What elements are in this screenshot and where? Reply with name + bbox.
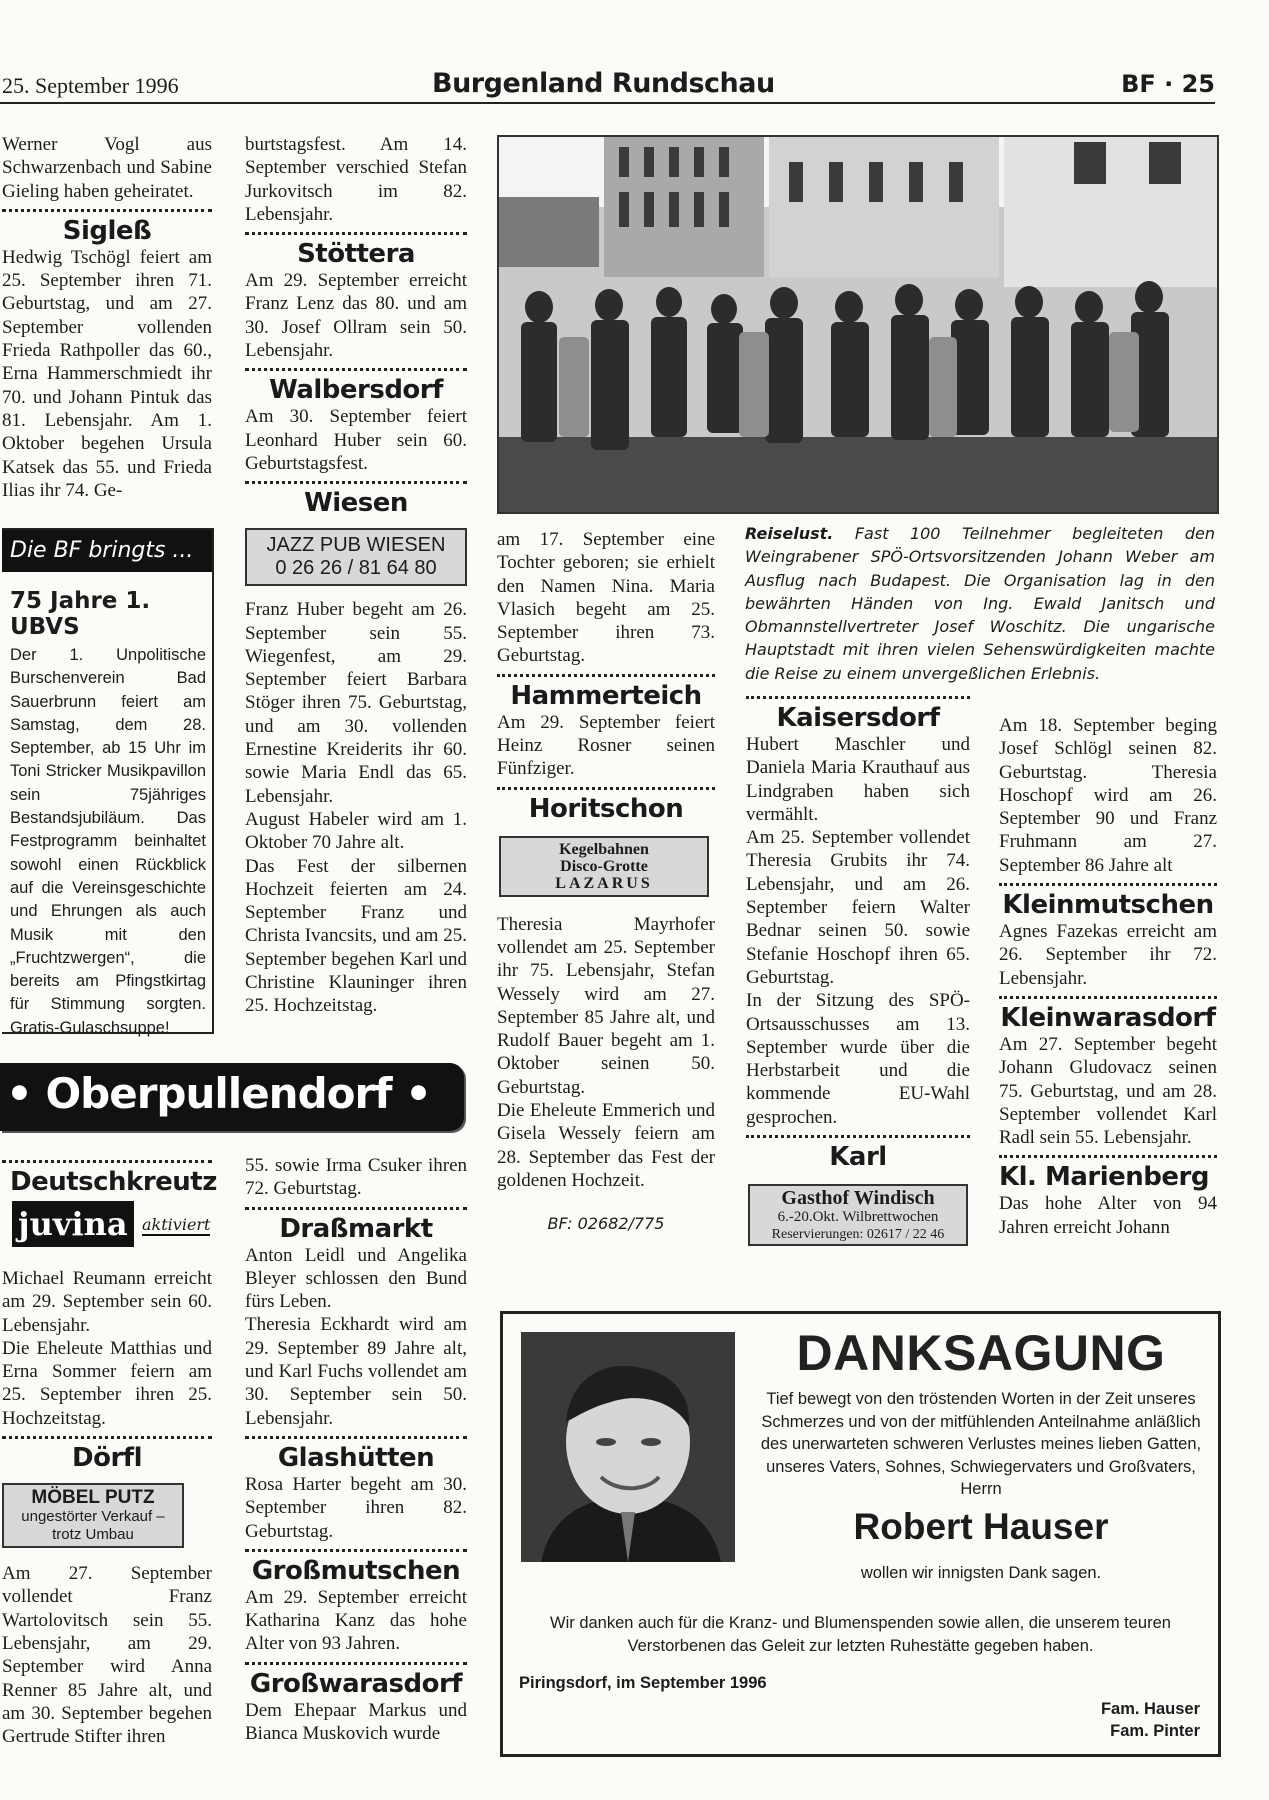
danksagung-text-2: wollen wir innigsten Dank sagen. bbox=[860, 1564, 1102, 1582]
section-title-kleinwarasdorf: Kleinwarasdorf bbox=[1000, 1002, 1216, 1033]
budapest-photo bbox=[497, 135, 1219, 514]
divider bbox=[2, 1160, 212, 1163]
bf-bringts-box bbox=[2, 528, 214, 1037]
lower-column-2 bbox=[245, 1154, 467, 1745]
ubvs-title: 75 Jahre 1. UBVS bbox=[10, 588, 151, 640]
section-title-kleinmutschen: Kleinmutschen bbox=[1002, 890, 1214, 921]
jazz-pub-name: JAZZ PUB WIESEN bbox=[266, 534, 446, 557]
juvina-tagline: aktiviert bbox=[142, 1215, 211, 1234]
gasthof-reservations: Reservierungen: 02617 / 22 46 bbox=[771, 1227, 945, 1243]
wedding-notice: Werner Vogl aus Schwarzenbach und Sabine Gieling haben geheiratet. bbox=[2, 134, 212, 202]
divider bbox=[245, 481, 467, 484]
photo-illustration bbox=[499, 137, 1217, 512]
caption-lead: Reiselust. bbox=[745, 524, 834, 543]
lazarus-line-3: LAZARUS bbox=[555, 874, 653, 892]
drassmarkt-text-2: Theresia Eckhardt wird am 29. September 89 Jahre alt, und Karl Fuchs vollendet am 30. September sein 50. Lebensjahr. bbox=[245, 1314, 467, 1429]
divider bbox=[2, 209, 212, 212]
divider bbox=[245, 1436, 467, 1439]
moebel-putz-line-3: trotz Umbau bbox=[52, 1526, 134, 1544]
lazarus-line-1: Kegelbahnen bbox=[559, 840, 649, 858]
wiesen-text-1: Franz Huber begeht am 26. September sein 55. Wiegenfest, am 29. September feiert Barbara Stöger ihren 75. Geburtstag, und am 30. vollenden Ernestine Kreiderits ihr 60. sowie Maria Endl das 65. Lebensjahr. bbox=[245, 599, 467, 807]
horitschon-text-1: Theresia Mayrhofer vollendet am 25. September ihr 75. Lebensjahr, Stefan Wessely wird am 27. September 85 Jahre alt, und Rudolf Bauer begeht am 1. Oktober seinen 50. Geburtstag. bbox=[497, 913, 715, 1098]
moebel-putz-line-2: ungestörter Verkauf – bbox=[21, 1508, 165, 1526]
column-5 bbox=[999, 714, 1217, 1239]
deutschkreutz-text-2: Die Eheleute Matthias und Erna Sommer feiern am 25. September ihren 25. Hochzeitstag. bbox=[2, 1337, 212, 1429]
kaisersdorf-text-1: Hubert Maschler und Daniela Maria Krauthauf aus Lindgraben haben sich vermählt. bbox=[746, 734, 970, 825]
newspaper-title: Burgenland Rundschau bbox=[432, 68, 775, 99]
section-title-horitschon: Horitschon bbox=[528, 793, 684, 824]
drassmarkt-text-1: Anton Leidl und Angelika Bleyer schlossen den Bund fürs Leben. bbox=[245, 1244, 467, 1313]
section-title-sigless: Sigleß bbox=[62, 215, 152, 246]
portrait-illustration bbox=[521, 1332, 735, 1562]
danksagung-text-1: Tief bewegt von den tröstenden Worten in der Zeit unseres Schmerzes und von der mitfühlenden Anteilnahme anläßlich des unerwarteten schweren Verlustes meines lieben Gatten, unseres Vaters, Sohnes, Schwiegervaters und Großvaters, Herrn bbox=[760, 1390, 1202, 1498]
horitschon-text-2: Die Eheleute Emmerich und Gisela Wessely feiern am 28. September das Fest der goldenen Hochzeit. bbox=[497, 1100, 715, 1191]
wiesen-text-2: August Habeler wird am 1. Oktober 70 Jahre alt. bbox=[245, 808, 467, 854]
divider bbox=[245, 1207, 467, 1210]
stoettera-text: Am 29. September erreicht Franz Lenz das 80. und am 30. Josef Ollram sein 50. Lebensjahr. bbox=[245, 270, 467, 362]
section-title-deutschkreutz: Deutschkreutz bbox=[10, 1167, 217, 1197]
jazz-pub-ad bbox=[245, 528, 467, 586]
section-title-drassmarkt: Draßmarkt bbox=[279, 1213, 433, 1244]
col2-intro: burtstagsfest. Am 14. September verschied Stefan Jurkovitsch im 82. Lebensjahr. bbox=[245, 134, 467, 225]
grosswarasdorf-text: Dem Ehepaar Markus und Bianca Muskovich wurde bbox=[245, 1699, 467, 1745]
section-title-kaisersdorf: Kaisersdorf bbox=[776, 703, 940, 733]
divider bbox=[746, 696, 970, 699]
moebel-putz-ad bbox=[2, 1483, 184, 1548]
kl-marienberg-text: Das hohe Alter von 94 Jahren erreicht Johann bbox=[999, 1193, 1217, 1238]
divider bbox=[497, 674, 715, 677]
divider bbox=[746, 1135, 970, 1138]
section-title-kl-marienberg: Kl. Marienberg bbox=[999, 1162, 1209, 1193]
section-title-walbersdorf: Walbersdorf bbox=[269, 375, 443, 406]
juvina-ad bbox=[2, 1201, 212, 1255]
doerfl-text: Am 27. September vollendet Franz Wartolovitsch sein 55. Lebensjahr, am 29. September wird Anna Renner 85 Jahre alt, und am 30. September begehen Gertrude Stifter ihren bbox=[2, 1563, 212, 1748]
section-title-karl: Karl bbox=[829, 1142, 887, 1173]
lazarus-line-2: Disco-Grotte bbox=[560, 857, 648, 875]
bf-phone: BF: 02682/775 bbox=[547, 1214, 665, 1234]
signature-2: Fam. Pinter bbox=[1110, 1722, 1200, 1740]
kaisersdorf-text-2: Am 25. September vollendet Theresia Grubits ihr 74. Lebensjahr, und am 26. September feiern Walter Bednar seinen 50. sowie Stefanie Hoschopf ihren 65. Geburtstag. bbox=[746, 827, 970, 988]
lower-col2-intro: 55. sowie Irma Csuker ihren 72. Geburtstag. bbox=[245, 1155, 467, 1200]
divider bbox=[999, 1155, 1217, 1158]
section-title-doerfl: Dörfl bbox=[72, 1443, 142, 1474]
kaisersdorf-text-3: In der Sitzung des SPÖ-Ortsausschusses am 13. September wurde über die Herbstarbeit und die kommende EU-Wahl gesprochen. bbox=[746, 990, 970, 1128]
gasthof-dates: 6.-20.Okt. Wilbrettwochen bbox=[777, 1209, 939, 1226]
gasthof-name: Gasthof Windisch bbox=[781, 1187, 935, 1210]
place-date: Piringsdorf, im September 1996 bbox=[519, 1674, 767, 1692]
section-title-hammerteich: Hammerteich bbox=[510, 680, 702, 711]
col3-intro: am 17. September eine Tochter geboren; sie erhielt den Namen Nina. Maria Vlasich begeht am 25. September ihren 73. Geburtstag. bbox=[497, 529, 715, 667]
col5-intro: Am 18. September beging Josef Schlögl seinen 82. Geburtstag. Theresia Hoschopf wird am 26. September 90 und Franz Fruhmann am 27. September 86 Jahre alt bbox=[999, 715, 1217, 876]
column-1 bbox=[2, 133, 212, 502]
lower-column-1 bbox=[2, 1160, 217, 1748]
sigless-text: Hedwig Tschögl feiert am 25. September ihren 71. Geburtstag, und am 27. September vollenden Frieda Rathpoller das 60., Erna Hammerschmiedt ihr 70. und Johann Pintuk das 81. Lebensjahr. Am 1. Oktober begehen Ursula Katsek das 55. und Frieda Ilias ihr 74. Ge- bbox=[2, 246, 212, 501]
danksagung-title: DANKSAGUNG bbox=[796, 1325, 1166, 1381]
wiesen-text-3: Das Fest der silbernen Hochzeit feierten am 24. September Franz und Christa Ivancsits, und am 25. September begehen Karl und Christine Klauninger ihren 25. Hochzeitstag. bbox=[245, 855, 467, 1017]
section-title-wiesen: Wiesen bbox=[304, 488, 408, 519]
signature-1: Fam. Hauser bbox=[1100, 1700, 1200, 1718]
divider bbox=[245, 1662, 467, 1665]
danksagung-text-3: Wir danken auch für die Kranz- und Blumenspenden sowie allen, die unserem teuren Verstorbenen das Geleit zur letzten Ruhestätte gegeben haben. bbox=[550, 1614, 1171, 1655]
glashuetten-text: Rosa Harter begeht am 30. September ihren 82. Geburtstag. bbox=[245, 1473, 467, 1542]
kleinwarasdorf-text: Am 27. September begeht Johann Gludovacz seinen 75. Geburtstag, und am 28. September vollendet Karl Radl sein 55. Lebensjahr. bbox=[999, 1033, 1217, 1149]
divider bbox=[245, 368, 467, 371]
portrait-photo bbox=[521, 1332, 735, 1562]
page-header bbox=[0, 62, 1215, 104]
column-4 bbox=[746, 696, 970, 1246]
caption-text: Fast 100 Teilnehmer begleiteten den Weingrabener SPÖ-Ortsvorsitzenden Johann Weber am Ausflug nach Budapest. Die Organisation lag in den bewährten Händen von Ing. Ewald Janitsch und Obmannstellvertreter Josef Woschitz. Die ungarische Hauptstadt mit ihren vielen Sehenswürdigkeiten machte die Reise zu einem unvergeßlichen Erlebnis. bbox=[745, 524, 1215, 683]
deceased-name: Robert Hauser bbox=[853, 1506, 1109, 1547]
banner-label: • Oberpullendorf • bbox=[6, 1069, 431, 1118]
divider bbox=[999, 883, 1217, 886]
page-number: BF · 25 bbox=[1121, 70, 1215, 98]
juvina-logo: juvina bbox=[12, 1201, 134, 1247]
divider bbox=[999, 996, 1217, 999]
oberpullendorf-banner bbox=[0, 1063, 464, 1131]
divider bbox=[2, 1436, 212, 1439]
kleinmutschen-text: Agnes Fazekas erreicht am 26. September ihr 72. Lebensjahr. bbox=[999, 921, 1217, 989]
divider bbox=[245, 1549, 467, 1552]
ubvs-text: Der 1. Unpolitische Burschenverein Bad Sauerbrunn feiert am Samstag, dem 28. September, ab 15 Uhr im Toni Stricker Musikpavillon sein 75jähriges Bestandsjubiläum. Das Festprogramm beinhaltet sowohl einen Rückblick auf die Vereinsgeschichte und Ehrungen als auch Musik mit den „Fruchtzwergen“, die bereits am Pfingstkirtag für Stimmung sorgten. Gratis-Gulaschsuppe! bbox=[10, 646, 206, 1037]
section-title-glashuetten: Glashütten bbox=[277, 1442, 435, 1473]
jazz-pub-phone: 0 26 26 / 81 64 80 bbox=[275, 557, 437, 580]
column-3 bbox=[497, 528, 715, 1233]
danksagung-ad bbox=[500, 1311, 1221, 1757]
section-title-stoettera: Stöttera bbox=[297, 239, 415, 270]
lazarus-ad bbox=[499, 836, 709, 897]
column-2 bbox=[245, 133, 467, 1018]
moebel-putz-name: MÖBEL PUTZ bbox=[31, 1487, 155, 1509]
gasthof-windisch-ad bbox=[748, 1184, 968, 1246]
section-title-grossmutschen: Großmutschen bbox=[251, 1555, 461, 1586]
divider bbox=[245, 232, 467, 235]
photo-caption bbox=[745, 522, 1215, 685]
deutschkreutz-text-1: Michael Reumann erreicht am 29. September sein 60. Lebensjahr. bbox=[2, 1268, 212, 1336]
bf-bringts-label: Die BF bringts ... bbox=[2, 530, 212, 572]
walbersdorf-text: Am 30. September feiert Leonhard Huber sein 60. Geburtstagsfest. bbox=[245, 406, 467, 474]
section-title-grosswarasdorf: Großwarasdorf bbox=[249, 1668, 463, 1699]
divider bbox=[497, 787, 715, 790]
hammerteich-text: Am 29. September feiert Heinz Rosner seinen Fünfziger. bbox=[497, 711, 715, 780]
issue-date: 25. September 1996 bbox=[2, 73, 179, 98]
grossmutschen-text: Am 29. September erreicht Katharina Kanz das hohe Alter von 93 Jahren. bbox=[245, 1586, 467, 1655]
